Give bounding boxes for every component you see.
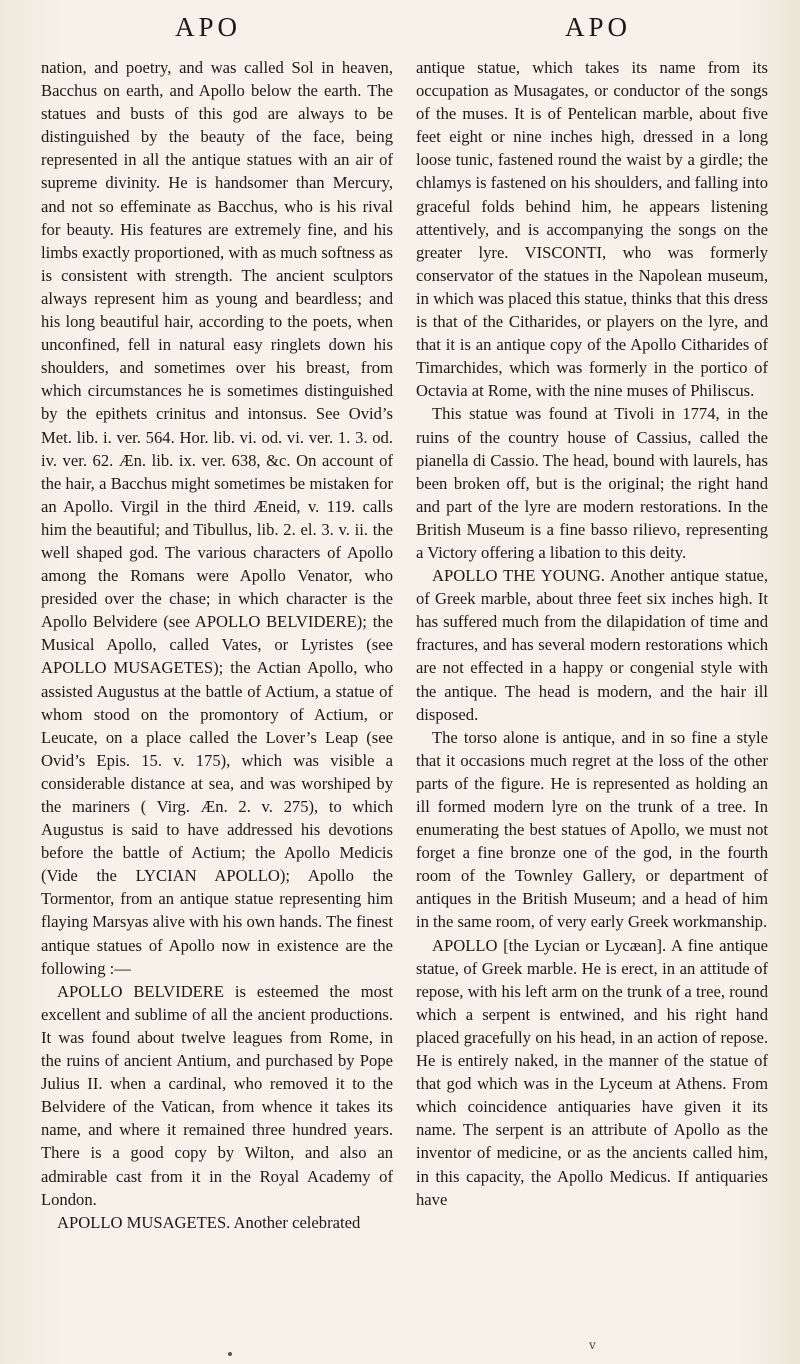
paragraph: The torso alone is antique, and in so fine a style that it occasions much regret at the loss of the other parts of the figure. He is represented as holding an ill formed modern lyre on the trunk of a tree. In enumerating the best statues of Apollo, we must not forget a fine bronze one of the god, in the fourth room of the Townley Gallery, or department of antiques in the British Museum; and a head of him in the same room, of very early Greek workmanship. xyxy=(416,727,768,932)
paragraph: APOLLO MUSAGETES. Another celebrated xyxy=(57,1212,361,1232)
paragraph: APOLLO [the Lycian or Lycæan]. A fine antique statue, of Greek marble. He is erect, in an attitude of repose, with his left arm on the trunk of a tree, round which a serpent is entwined, and his right hand placed gracefully on his head, in an action of repose. He is entirely naked, in the manner of the statue of that god which was in the Lyceum at Athens. From which coincidence antiquaries have given it its name. The serpent is an attribute of Apollo as the inventor of medicine, or as the ancients called him, in this capacity, the Apollo Medicus. If antiquaries have xyxy=(416,935,768,1209)
paragraph: APOLLO THE YOUNG. Another antique statue, of Greek marble, about three feet six inches high. It has suffered much from the dilapidation of time and fractures, and has several modern restorations which are not effected in a happy or congenial style with the antique. The head is modern, and the hair ill disposed. xyxy=(416,566,768,724)
signature-mark: v xyxy=(589,1338,596,1352)
running-head-left: APO xyxy=(174,12,241,42)
right-column xyxy=(416,56,768,1211)
running-head-right: APO xyxy=(564,12,631,42)
paragraph: antique statue, which takes its name from its occupation as Musagates, or conductor of the songs of the muses. It is of Pentelican marble, about five feet eight or nine inches high, dressed in a long loose tunic, fastened round the waist by a girdle; the chlamys is fastened on his shoulders, and falling into graceful folds behind him, he appears listening attentively, and is accompanying the songs on the greater lyre. VISCONTI, who was formerly conservator of the statues in the Napolean museum, in which was placed this statue, thinks that this dress is that of the Citharides, or players on the lyre, and that it is an antique copy of the Apollo Citharides of Timarchides, which was formerly in the portico of Octavia at Rome, with the nine muses of Philiscus. xyxy=(416,58,768,401)
ink-speck xyxy=(228,1352,232,1356)
paragraph: This statue was found at Tivoli in 1774, in the ruins of the country house of Cassius, called the pianella di Cassio. The head, bound with laurels, has been broken off, but is the original; the right hand and part of the lyre are modern restorations. In the British Museum is a fine basso rilievo, representing a Victory offering a libation to this deity. xyxy=(416,404,768,562)
paragraph: nation, and poetry, and was called Sol in heaven, Bacchus on earth, and Apollo below the earth. The statues and busts of this god are always to be distinguished by the beauty of the face, being represented in all the antique statues with an air of supreme divinity. He is handsomer than Mercury, and not so effeminate as Bacchus, who is his rival for beauty. His features are extremely fine, and his limbs exactly proportioned, with as much softness as is consistent with strength. The ancient sculptors always represent him as young and beardless; and his long beautiful hair, according to the poets, when unconfined, fell in natural easy ringlets down his shoulders, and sometimes over his breast, from which circumstances he is sometimes distinguished by the epithets crinitus and intonsus. See Ovid’s Met. lib. i. ver. 564. Hor. lib. vi. od. vi. ver. 1. 3. od. iv. ver. 62. Æn. lib. ix. ver. 638, &c. On account of the hair, a Bacchus might sometimes be mistaken for an Apollo. Virgil in the third Æneid, v. 119. calls him the beautiful; and Tibullus, lib. 2. el. 3. v. ii. the well shaped god. The various characters of Apollo among the Romans were Apollo Venator, who presided over the chase; in which character is the Apollo Belvidere (see APOLLO BELVIDERE); the Musical Apollo, called Vates, or Lyristes (see APOLLO MUSAGETES); the Actian Apollo, who assisted Augustus at the battle of Actium, a statue of whom stood on the promontory of Actium, or Leucate, on a place called the Lover’s Leap (see Ovid’s Epis. 15. v. 175), which was visible a considerable distance at sea, and was worshiped by the mariners ( Virg. Æn. 2. v. 275), to which Augustus is said to have addressed his devotions before the battle of Actium; the Apollo Medicis (Vide the LYCIAN APOLLO); Apollo the Tormentor, from an antique statue representing him flaying Marsyas alive with his own hands. The finest antique statues of Apollo now in existence are the following :— xyxy=(41,58,393,978)
paragraph: APOLLO BELVIDERE is esteemed the most excellent and sublime of all the ancient productions. It was found about twelve leagues from Rome, in the ruins of ancient Antium, and purchased by Pope Julius II. when a cardinal, who removed it to the Belvidere of the Vatican, from whence it takes its name, and where it remained three hundred years. There is a good copy by Wilton, and also an admirable cast from it in the Royal Academy of London. xyxy=(41,981,393,1209)
left-column xyxy=(41,56,393,1234)
